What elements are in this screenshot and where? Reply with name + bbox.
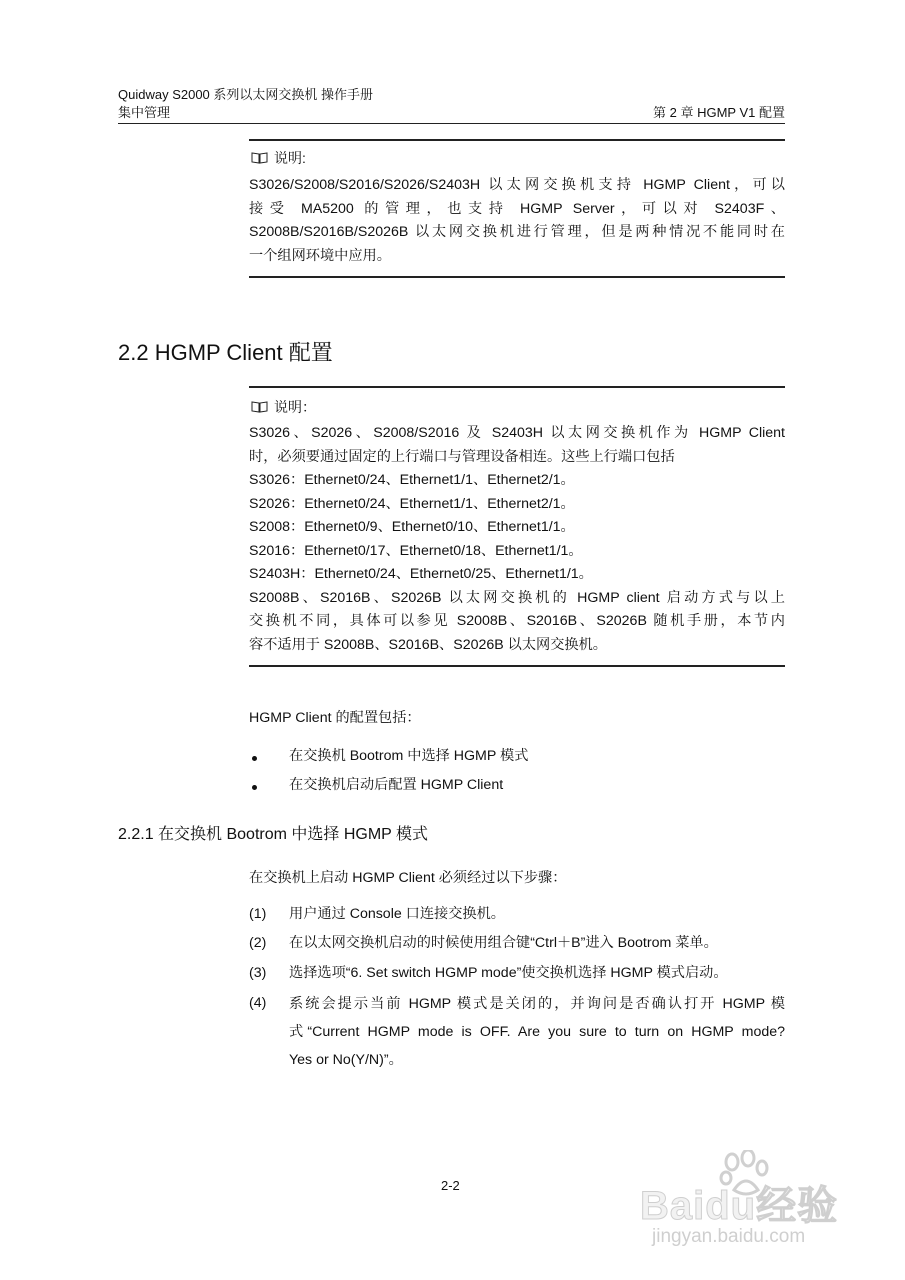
note2-bottom-rule xyxy=(249,665,785,667)
note1-line: 一个组网环境中应用。 xyxy=(249,247,391,264)
step-text: Yes or No(Y/N)”。 xyxy=(289,1052,403,1068)
header-subtitle: 集中管理 xyxy=(118,105,171,120)
note1-bottom-rule xyxy=(249,276,785,278)
note2-line: S2403H：Ethernet0/24、Ethernet0/25、Ethernet1/1。 xyxy=(249,566,593,582)
step-4-body xyxy=(289,992,785,1074)
step-text: 用户通过 Console 口连接交换机。 xyxy=(289,906,505,922)
intro-text: HGMP Client 的配置包括： xyxy=(249,710,421,726)
note2-line: S3026、S2026、S2008/S2016 及 S2403H 以太网交换机作为 HGMP Client xyxy=(249,425,785,441)
steps-intro: 在交换机上启动 HGMP Client 必须经过以下步骤： xyxy=(249,870,567,886)
note2-line: 时，必须要通过固定的上行端口与管理设备相连。这些上行端口包括 xyxy=(249,448,675,465)
header-chapter: 第 2 章 HGMP V1 配置 xyxy=(653,105,785,120)
step-number: (3) xyxy=(249,965,267,981)
step-text: 选择选项“6. Set switch HGMP mode”使交换机选择 HGMP 模式启动。 xyxy=(289,965,728,981)
note2-line: S2008B、S2016B、S2026B 以太网交换机的 HGMP client 启动方式与以上 xyxy=(249,589,785,606)
subsection-heading: 2.2.1 在交换机 Bootrom 中选择 HGMP 模式 xyxy=(118,826,428,843)
step-number: (2) xyxy=(249,935,267,951)
note2-line: S2016：Ethernet0/17、Ethernet0/18、Ethernet1/1。 xyxy=(249,542,583,559)
note1-line: 接受 MA5200 的管理，也支持 HGMP Server，可以对 S2403F、 xyxy=(249,200,785,217)
note2-line: S2008：Ethernet0/9、Ethernet0/10、Ethernet1/1。 xyxy=(249,519,575,535)
step-text: 式“Current HGMP mode is OFF. Are you sure to turn on HGMP mode? xyxy=(289,1024,785,1040)
note1-label-text: 说明: xyxy=(274,150,306,166)
watermark-url: jingyan.baidu.com xyxy=(652,1226,806,1247)
header-rule xyxy=(118,123,785,124)
header-title: Quidway S2000 系列以太网交换机 操作手册 xyxy=(118,87,374,102)
note2-line: 交换机不同，具体可以参见 S2008B、S2016B、S2026B 随机手册，本节内 xyxy=(249,613,785,629)
note2-top-rule xyxy=(249,386,785,388)
note2-line: S2026：Ethernet0/24、Ethernet1/1、Ethernet2/1。 xyxy=(249,495,575,512)
step-text: 在以太网交换机启动的时候使用组合键“Ctrl＋B”进入 Bootrom 菜单。 xyxy=(289,935,718,951)
step-number: (1) xyxy=(249,906,267,922)
bullet-dot xyxy=(252,756,257,761)
step-number: (4) xyxy=(249,995,267,1011)
page-number: 2-2 xyxy=(441,1178,460,1193)
note2-label xyxy=(251,397,316,417)
watermark-brand: Baidu经验 xyxy=(640,1184,839,1228)
bullet-item: 在交换机 Bootrom 中选择 HGMP 模式 xyxy=(289,748,529,764)
note1-line: S2008B/S2016B/S2026B 以太网交换机进行管理，但是两种情况不能同时在 xyxy=(249,224,785,240)
note1-body xyxy=(249,174,785,268)
note2-label-text: 说明： xyxy=(274,399,316,415)
baidu-watermark xyxy=(640,1150,855,1260)
note2-line: 容不适用于 S2008B、S2016B、S2026B 以太网交换机。 xyxy=(249,636,607,653)
book-icon xyxy=(251,401,268,413)
note1-label xyxy=(251,148,306,168)
note2-line: S3026：Ethernet0/24、Ethernet1/1、Ethernet2/1。 xyxy=(249,472,575,488)
bullet-item: 在交换机启动后配置 HGMP Client xyxy=(289,777,504,793)
note1-line: S3026/S2008/S2016/S2026/S2403H 以太网交换机支持 HGMP Client，可以 xyxy=(249,177,785,193)
bullet-dot xyxy=(252,785,257,790)
section-heading: 2.2 HGMP Client 配置 xyxy=(118,340,333,365)
step-text: 系统会提示当前 HGMP 模式是关闭的，并询问是否确认打开 HGMP 模 xyxy=(289,996,785,1012)
note2-body xyxy=(249,422,785,657)
book-icon xyxy=(251,152,268,164)
note1-top-rule xyxy=(249,139,785,141)
